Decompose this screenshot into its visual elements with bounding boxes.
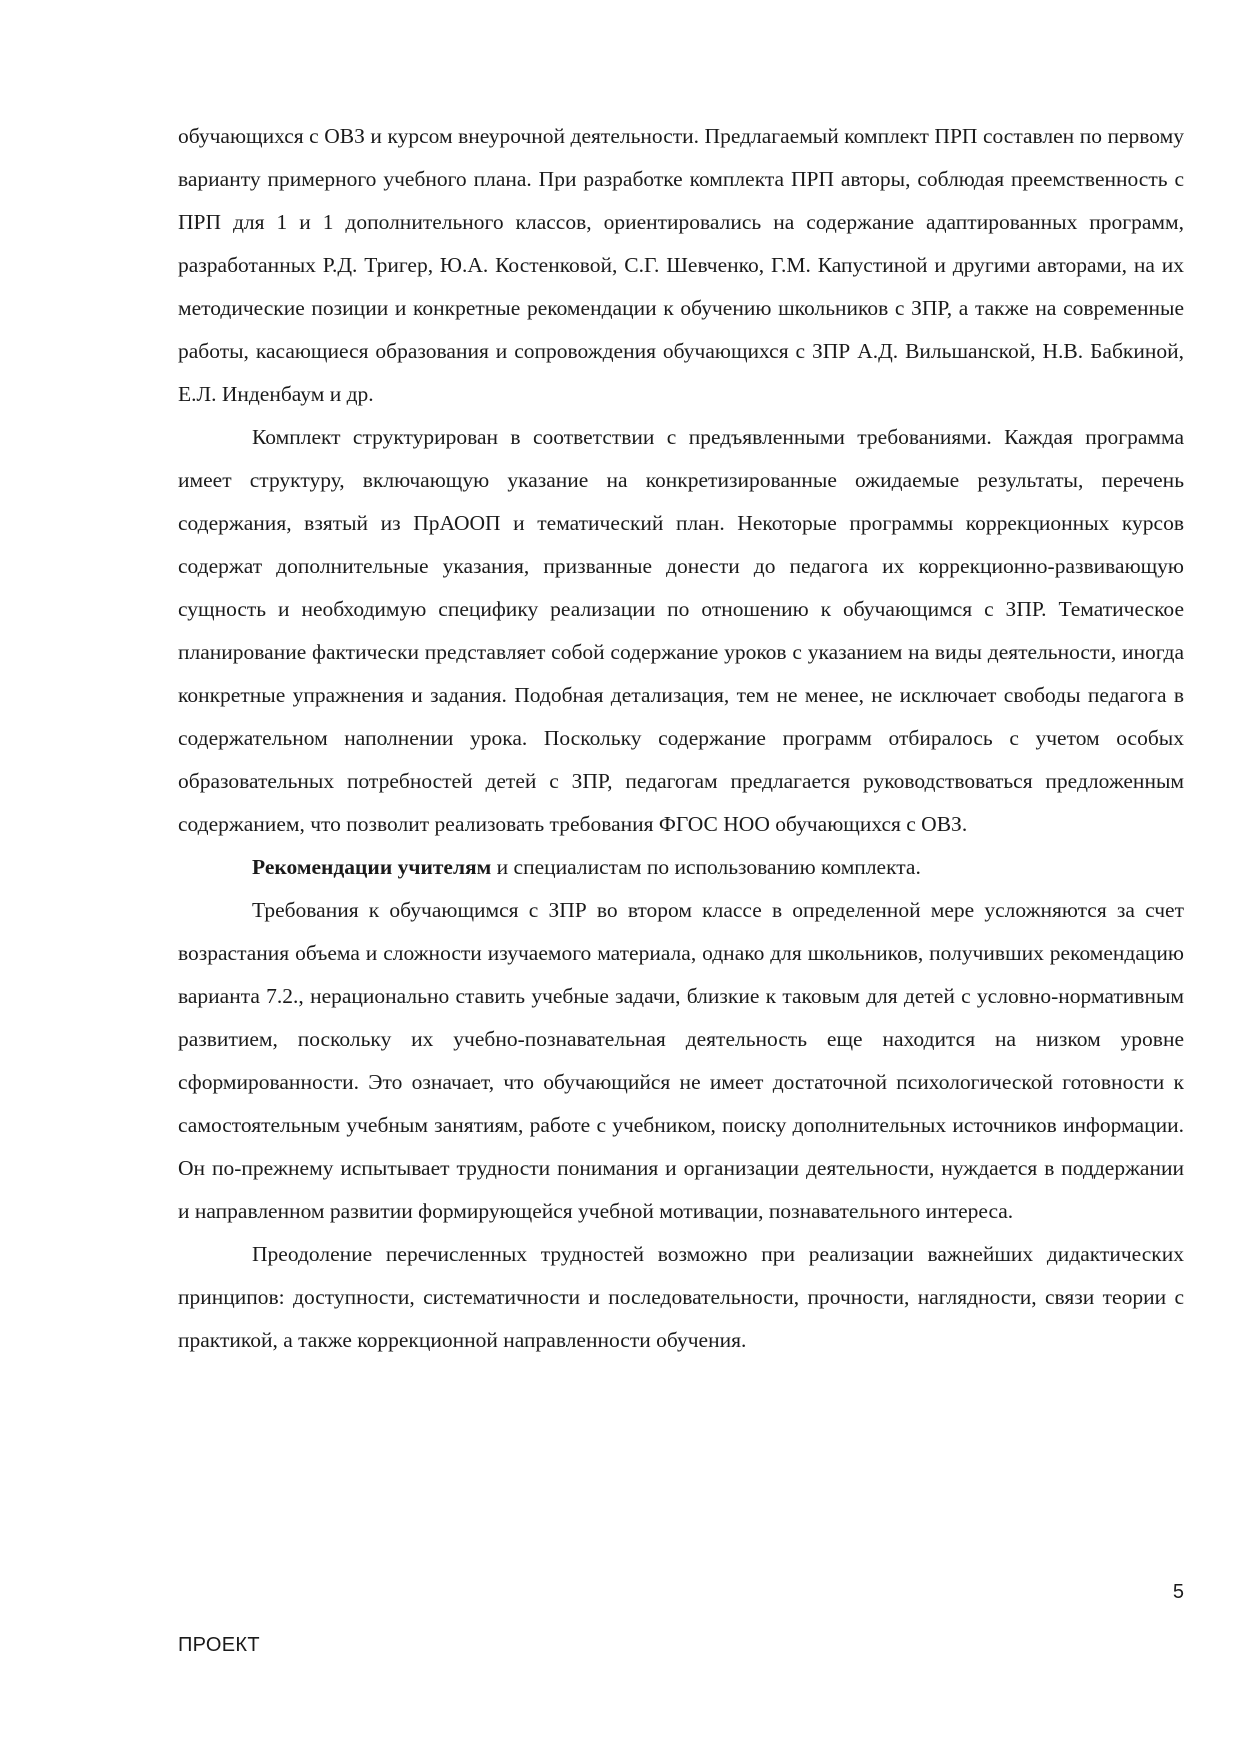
paragraph-3-bold-lead: Рекомендации учителям bbox=[252, 855, 492, 879]
paragraph-5-text: Преодоление перечисленных трудностей возможно при реализации важнейших дидактических принципов: доступности, систематичности и последовательности, прочности, наглядности, связи теории с практикой, а также коррекционной направленности обучения. bbox=[178, 1242, 1184, 1352]
paragraph-3 bbox=[178, 846, 1184, 889]
paragraph-2 bbox=[178, 416, 1184, 846]
page-number: 5 bbox=[1172, 1581, 1184, 1603]
paragraph-2-text: Комплект структурирован в соответствии с предъявленными требованиями. Каждая программа имеет структуру, включающую указание на конкретизированные ожидаемые результаты, перечень содержания, взятый из ПрАООП и тематический план. Некоторые программы коррекционных курсов содержат дополнительные указания, призванные донести до педагога их коррекционно-развивающую сущность и необходимую специфику реализации по отношению к обучающимся с ЗПР. Тематическое планирование фактически представляет собой содержание уроков с указанием на виды деятельности, иногда конкретные упражнения и задания. Подобная детализация, тем не менее, не исключает свободы педагога в содержательном наполнении урока. Поскольку содержание программ отбиралось с учетом особых образовательных потребностей детей с ЗПР, педагогам предлагается руководствоваться предложенным содержанием, что позволит реализовать требования ФГОС НОО обучающихся с ОВЗ. bbox=[178, 425, 1184, 836]
paragraph-5 bbox=[178, 1233, 1184, 1362]
paragraph-3-text: и специалистам по использованию комплекта. bbox=[491, 855, 921, 879]
paragraph-1 bbox=[178, 115, 1184, 416]
paragraph-1-text: обучающихся с ОВЗ и курсом внеурочной деятельности. Предлагаемый комплект ПРП составлен по первому варианту примерного учебного плана. При разработке комплекта ПРП авторы, соблюдая преемственность с ПРП для 1 и 1 дополнительного классов, ориентировались на содержание адаптированных программ, разработанных Р.Д. Тригер, Ю.А. Костенковой, С.Г. Шевченко, Г.М. Капустиной и другими авторами, на их методические позиции и конкретные рекомендации к обучению школьников с ЗПР, а также на современные работы, касающиеся образования и сопровождения обучающихся с ЗПР А.Д. Вильшанской, Н.В. Бабкиной, Е.Л. Инденбаум и др. bbox=[178, 124, 1184, 406]
document-body bbox=[178, 115, 1184, 1362]
project-stamp: ПРОЕКТ bbox=[178, 1634, 260, 1656]
paragraph-4 bbox=[178, 889, 1184, 1233]
paragraph-4-text: Требования к обучающимся с ЗПР во втором классе в определенной мере усложняются за счет возрастания объема и сложности изучаемого материала, однако для школьников, получивших рекомендацию варианта 7.2., нерационально ставить учебные задачи, близкие к таковым для детей с условно-нормативным развитием, поскольку их учебно-познавательная деятельность еще находится на низком уровне сформированности. Это означает, что обучающийся не имеет достаточной психологической готовности к самостоятельным учебным занятиям, работе с учебником, поиску дополнительных источников информации. Он по-прежнему испытывает трудности понимания и организации деятельности, нуждается в поддержании и направленном развитии формирующейся учебной мотивации, познавательного интереса. bbox=[178, 898, 1184, 1223]
